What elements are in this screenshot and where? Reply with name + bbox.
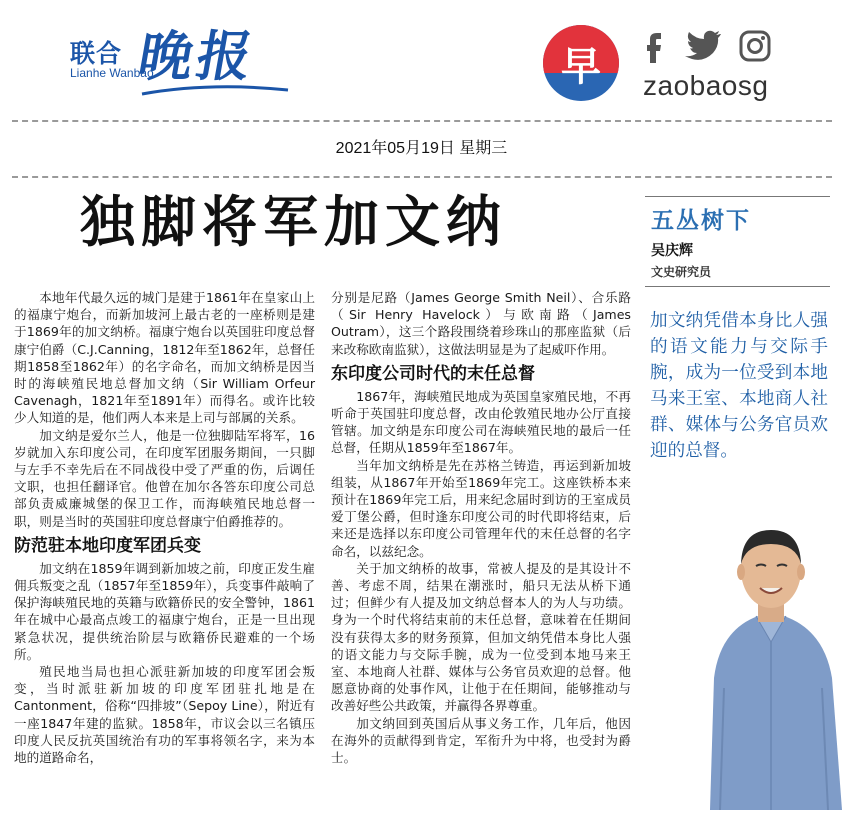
article-paragraph: 加文纳回到英国后从事义务工作，几年后，他因在海外的贡献得到肯定，军衔升为中将，也受封为爵士。 <box>331 715 631 766</box>
sidebar-divider <box>645 196 830 197</box>
article-subheading: 东印度公司时代的末任总督 <box>331 363 535 384</box>
article-paragraph: 分别是尼路（James George Smith Neil）、合乐路（Sir Henry Havelock）与欧南路（James Outram），这三个路段围绕着珍珠山的那座监狱（后来改称欧南监狱），这做法明显是为了起威吓作用。 <box>331 290 631 357</box>
article-paragraph: 当年加文纳桥是先在苏格兰铸造，再运到新加坡组装，从1867年开始至1869年完工。这座铁桥本来预计在1869年完工后，用来纪念届时到访的王室成员爱丁堡公爵，但时逢东印度公司的时代即将结束，后来还是选择以东印度公司管理年代的末任总督的名字命名，以兹纪念。 <box>331 457 631 559</box>
zaobao-handle[interactable]: zaobaosg <box>643 70 769 101</box>
article-paragraph: 关于加文纳桥的故事，常被人提及的是其设计不善、考虑不周，结果在潮涨时，船只无法从桥下通过；但鲜少有人提及加文纳总督本人的为人与功绩。身为一个时代将结束前的末任总督，意味着在任期间没有获得太多的财务预算，但加文纳凭借本身比人强的语文能力与交际手腕，成为一位受到本地马来王室、本地商人社群、媒体与公务官员欢迎的总督。他愿意协商的处事作风，让他于在任期间，能够推动与改善好些公共政策，并赢得各界尊重。 <box>331 560 631 714</box>
badge-char: 早 <box>561 43 601 90</box>
instagram-icon[interactable] <box>737 28 773 64</box>
divider <box>12 176 832 178</box>
lianhe-wanbao-logo-en: Lianhe Wanbao <box>70 66 154 80</box>
logo-swoosh-icon <box>140 84 290 98</box>
lianhe-wanbao-logo: 晚报 <box>133 24 262 88</box>
column-name: 五丛树下 <box>651 207 751 234</box>
sidebar-divider <box>645 286 830 287</box>
article-column-2 <box>331 289 631 766</box>
facebook-icon[interactable] <box>641 28 667 64</box>
article-column-1 <box>14 289 315 766</box>
article-paragraph: 加文纳在1859年调到新加坡之前，印度正发生雇佣兵叛变之乱（1857年至1859年），兵变事件敲响了保护海峡殖民地的英籍与欧籍侨民的安全警钟，1861年在城中心最高点竣工的福康宁炮台，正是一旦出现紧急状况，提供统治阶层与欧籍侨民避难的一个场所。 <box>14 560 315 662</box>
masthead <box>0 0 843 118</box>
article-subheading: 防范驻本地印度军团兵变 <box>14 535 201 556</box>
divider <box>12 120 832 122</box>
publication-date: 2021年05月19日 星期三 <box>335 140 508 157</box>
article-paragraph: 殖民地当局也担心派驻新加坡的印度军团会叛变，当时派驻新加坡的印度军团驻扎地是在Cantonment，俗称“四排坡”（Sepoy Line），附近有一座1847年建的监狱。1858年，市议会以三名镇压印度人民反抗英国统治有功的军事将领名字，来为本地的道路命名， <box>14 664 315 766</box>
twitter-icon[interactable] <box>682 28 724 64</box>
pull-quote: 加文纳凭借本身比人强的语文能力与交际手腕，成为一位受到本地马来王室、本地商人社群、媒体与公务官员欢迎的总督。 <box>650 311 828 461</box>
author-name: 吴庆辉 <box>651 243 693 259</box>
lianhe-wanbao-logo-small: 联合 <box>70 39 123 68</box>
zaobao-badge-icon[interactable] <box>543 25 619 101</box>
article-paragraph: 1867年，海峡殖民地成为英国皇家殖民地，不再听命于英国驻印度总督，改由伦敦殖民地办公厅直接管辖。加文纳是东印度公司在海峡殖民地的最后一任总督，任期从1859年至1867年。 <box>331 388 631 456</box>
article-paragraph: 加文纳是爱尔兰人，他是一位独脚陆军将军，16岁就加入东印度公司，在印度军团服务期间，一只脚与左手不幸先后在不同战役中受了严重的伤，后调任文职，也担任翻译官。他曾在加尔各答东印度公司总部负责威廉城堡的保卫工作，而海峡殖民地总督一职，则是当时的英国驻印度总督康宁伯爵推荐的。 <box>14 427 315 529</box>
author-portrait <box>700 518 842 810</box>
headline: 独脚将军加文纳 <box>80 189 508 254</box>
article-paragraph: 本地年代最久远的城门是建于1861年在皇家山上的福康宁炮台，而新加坡河上最古老的一座桥则是建于1869年的加文纳桥。福康宁炮台以英国驻印度总督康宁伯爵（C.J.Canning，1812年至1862年，总督任期1858至1862年）的名字命名，而加文纳桥是因当时的海峡殖民地总督加文纳（Sir William Orfeur Cavenagh，1821年至1891年）而得名。或许比较少人知道的是，他们两人本来是上司与部属的关系。 <box>14 290 315 426</box>
author-title: 文史研究员 <box>651 265 712 279</box>
